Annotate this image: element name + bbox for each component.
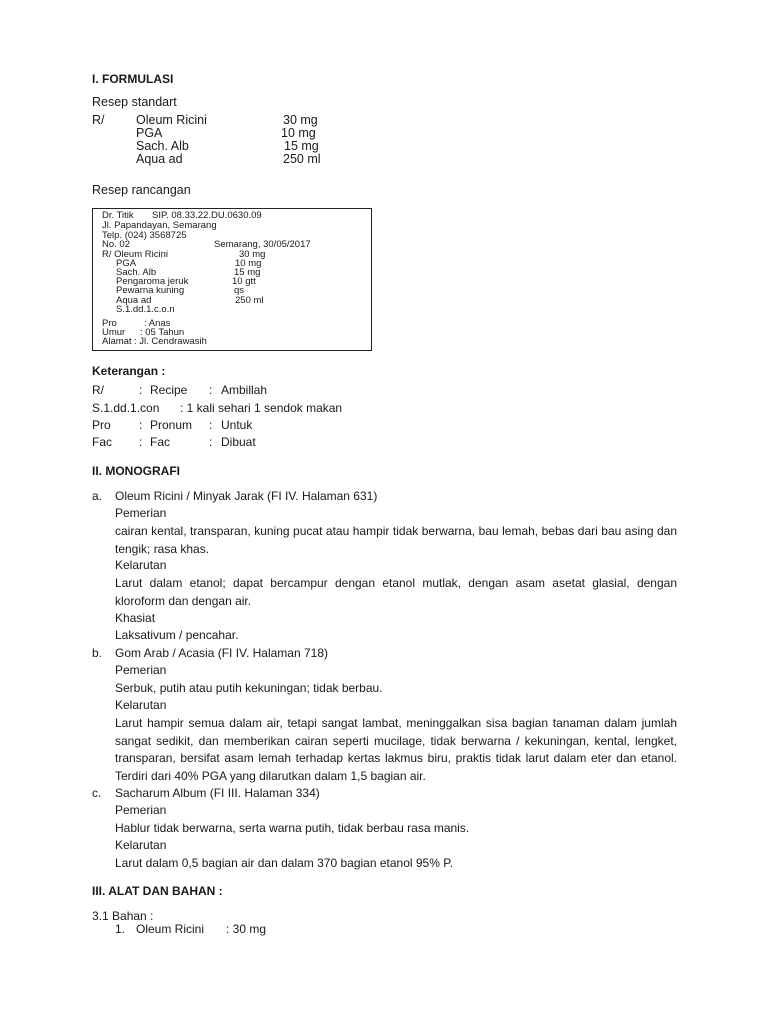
- bahan-item-amount: : 30 mg: [226, 922, 267, 936]
- monografi-a-kelarutan: Larut dalam etanol; dapat bercampur dengan etanol mutlak, dengan asam asetat glasial, dengan kloroform dan dengan air.: [115, 576, 677, 608]
- prescription-item-amount: 10 mg: [235, 258, 262, 269]
- standart-item-amount: 250 ml: [283, 152, 321, 166]
- keterangan-heading: Keterangan :: [92, 364, 166, 378]
- keterangan-meaning: Fac: [150, 435, 171, 449]
- prescription-item-name: Sach. Alb: [116, 267, 157, 278]
- prescription-item-amount: 15 mg: [234, 267, 261, 278]
- prescription-box: [92, 208, 372, 351]
- standart-item-amount: 30 mg: [283, 113, 318, 127]
- keterangan-term: S.1.dd.1.con: [92, 401, 160, 415]
- standart-item-name: Aqua ad: [136, 152, 183, 166]
- prescription-address: Jl. Papandayan, Semarang: [102, 220, 217, 231]
- r-symbol: R/: [92, 113, 105, 127]
- keterangan-sep: :: [139, 418, 143, 432]
- bahan-item-name: Oleum Ricini: [136, 922, 205, 936]
- keterangan-translation: Untuk: [221, 418, 253, 432]
- prescription-item-name: Pewarna kuning: [116, 285, 185, 296]
- keterangan-meaning: Recipe: [150, 383, 188, 397]
- prescription-sip: SIP. 08.33.22.DU.0630.09: [152, 210, 262, 221]
- prescription-item-name: Aqua ad: [116, 295, 152, 306]
- keterangan-meaning: : 1 kali sehari 1 sendok makan: [180, 401, 343, 415]
- monografi-c-kelarutan: Larut dalam 0,5 bagian air dan dalam 370 bagian etanol 95% P.: [115, 856, 454, 870]
- list-marker: a.: [92, 489, 103, 503]
- prescription-pro-label: Pro: [102, 318, 117, 329]
- pemerian-label: Pemerian: [115, 506, 167, 520]
- monografi-c-title: Sacharum Album (FI III. Halaman 334): [115, 786, 320, 800]
- prescription-signa: S.1.dd.1.c.o.n: [116, 304, 175, 315]
- bahan-label: 3.1 Bahan :: [92, 909, 154, 923]
- keterangan-sep: :: [209, 435, 213, 449]
- kelarutan-label: Kelarutan: [115, 558, 167, 572]
- list-marker: c.: [92, 786, 102, 800]
- monografi-heading: II. MONOGRAFI: [92, 464, 180, 478]
- keterangan-sep: :: [209, 418, 213, 432]
- formulasi-heading: I. FORMULASI: [92, 72, 174, 86]
- pemerian-label: Pemerian: [115, 663, 167, 677]
- keterangan-sep: :: [209, 383, 213, 397]
- keterangan-meaning: Pronum: [150, 418, 193, 432]
- monografi-a-title: Oleum Ricini / Minyak Jarak (FI IV. Halaman 631): [115, 489, 378, 503]
- standart-item-amount: 15 mg: [284, 139, 319, 153]
- prescription-alamat-value: : Jl. Cendrawasih: [134, 336, 207, 347]
- keterangan-sep: :: [139, 435, 143, 449]
- prescription-item-amount: 250 ml: [235, 295, 264, 306]
- prescription-number: No. 02: [102, 239, 130, 250]
- prescription-item-name: R/ Oleum Ricini: [102, 249, 168, 260]
- monografi-b-pemerian: Serbuk, putih atau putih kekuningan; tidak berbau.: [115, 681, 383, 695]
- prescription-item-amount: qs: [234, 285, 245, 296]
- list-marker: b.: [92, 646, 103, 660]
- prescription-item-amount: 10 gtt: [232, 276, 256, 287]
- standart-item-name: Oleum Ricini: [136, 113, 207, 127]
- prescription-umur-value: : 05 Tahun: [140, 327, 185, 338]
- standart-item-name: Sach. Alb: [136, 139, 189, 153]
- keterangan-term: Pro: [92, 418, 111, 432]
- prescription-place-date: Semarang, 30/05/2017: [214, 239, 311, 250]
- khasiat-label: Khasiat: [115, 611, 156, 625]
- kelarutan-label: Kelarutan: [115, 698, 167, 712]
- resep-standart-label: Resep standart: [92, 95, 177, 109]
- prescription-umur-label: Umur: [102, 327, 126, 338]
- monografi-c-pemerian: Hablur tidak berwarna, serta warna putih, tidak berbau rasa manis.: [115, 821, 470, 835]
- standart-item-amount: 10 mg: [281, 126, 316, 140]
- prescription-item-amount: 30 mg: [239, 249, 266, 260]
- prescription-phone: Telp. (024) 3568725: [102, 230, 187, 241]
- prescription-item-name: PGA: [116, 258, 137, 269]
- monografi-b-kelarutan: Larut hampir semua dalam air, tetapi sangat lambat, meninggalkan sisa bagian tanaman dalam jumlah sangat sedikit, dan memberikan cairan seperti mucilage, tidak berwarna / kekuningan, kental, lengket, transparan, bersifat asam lemah terhadap kertas lakmus biru, praktis tidak larut dalam eter dan etanol. Terdiri dari 40% PGA yang dilarutkan dalam 1,5 bagian air.: [115, 716, 677, 783]
- monografi-a-pemerian: cairan kental, transparan, kuning pucat atau hampir tidak berwarna, bau lemah, bebas dari bau asing dan tengik; rasa khas.: [115, 524, 677, 556]
- prescription-item-name: Pengaroma jeruk: [116, 276, 189, 287]
- keterangan-term: R/: [92, 383, 104, 397]
- kelarutan-label: Kelarutan: [115, 838, 167, 852]
- standart-item-name: PGA: [136, 126, 163, 140]
- keterangan-sep: :: [139, 383, 143, 397]
- prescription-pro-value: : Anas: [144, 318, 171, 329]
- prescription-doctor: Dr. Titik: [102, 210, 134, 221]
- pemerian-label: Pemerian: [115, 803, 167, 817]
- alat-bahan-heading: III. ALAT DAN BAHAN :: [92, 884, 223, 898]
- keterangan-translation: Dibuat: [221, 435, 256, 449]
- resep-rancangan-label: Resep rancangan: [92, 183, 191, 197]
- bahan-item-number: 1.: [115, 922, 126, 936]
- monografi-b-title: Gom Arab / Acasia (FI IV. Halaman 718): [115, 646, 328, 660]
- keterangan-translation: Ambillah: [221, 383, 268, 397]
- monografi-a-khasiat: Laksativum / pencahar.: [115, 628, 239, 642]
- prescription-alamat-label: Alamat: [102, 336, 132, 347]
- keterangan-term: Fac: [92, 435, 113, 449]
